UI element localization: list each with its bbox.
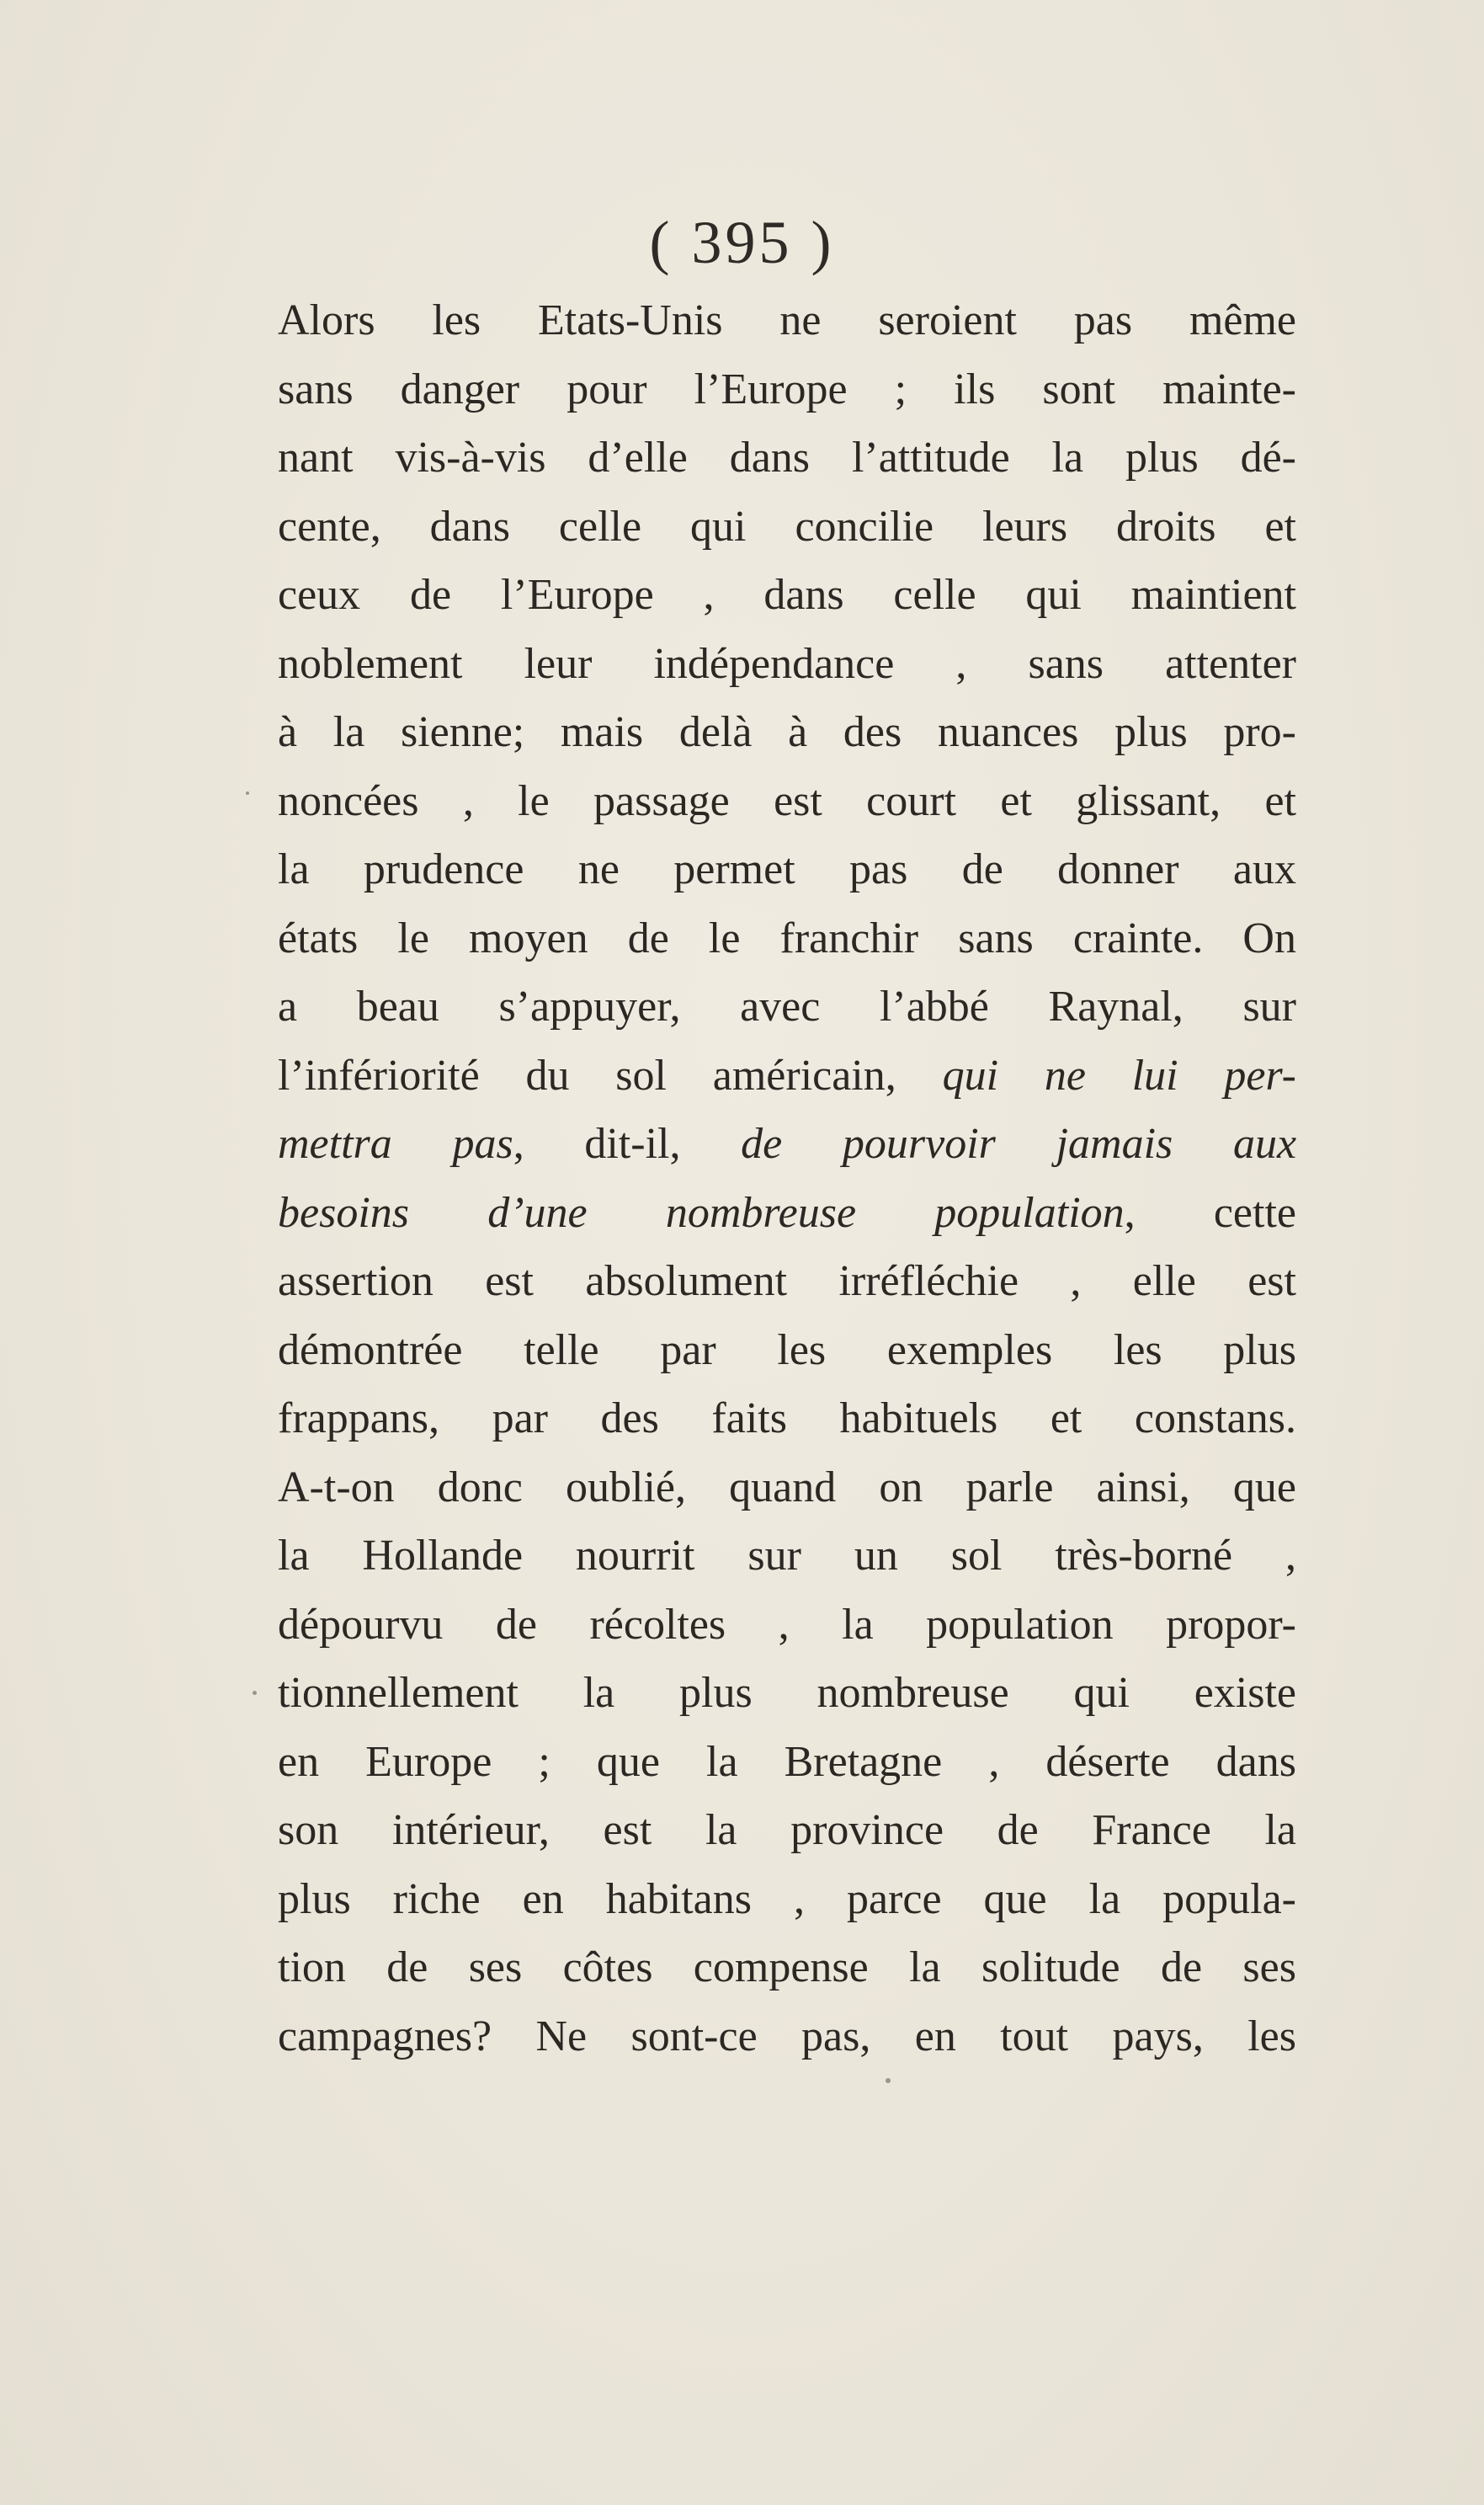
text-line: noblement leur indépendance , sans attenter	[278, 639, 1296, 688]
italic-quote: qui ne lui per-	[942, 1051, 1297, 1100]
paper-speck	[246, 791, 249, 795]
paper-speck	[886, 2078, 891, 2083]
paper-speck	[253, 1691, 257, 1695]
text-line: assertion est absolument irréfléchie , elle est	[278, 1257, 1296, 1305]
text-line-mixed	[278, 1110, 1296, 1179]
text-line-mixed	[278, 1179, 1296, 1248]
text-line: cente, dans celle qui concilie leurs droits et	[278, 502, 1296, 551]
roman-text: , cette	[1124, 1188, 1296, 1237]
text-line: ceux de l’Europe , dans celle qui maintient	[278, 571, 1296, 619]
text-line-mixed	[278, 1042, 1296, 1111]
text-line: sans danger pour l’Europe ; ils sont mainte-	[278, 365, 1296, 413]
text-line: A-t-on donc oublié, quand on parle ainsi, que	[278, 1463, 1296, 1511]
italic-quote: de pourvoir jamais aux	[741, 1120, 1297, 1168]
text-line: son intérieur, est la province de France la	[278, 1806, 1296, 1854]
text-line: états le moyen de le franchir sans crainte. On	[278, 914, 1296, 962]
italic-quote: besoins d’une nombreuse population	[278, 1188, 1125, 1237]
page-number: ( 395 )	[649, 209, 835, 276]
text-line: nant vis-à-vis d’elle dans l’attitude la plus dé-	[278, 434, 1296, 482]
text-line: frappans, par des faits habituels et constans.	[278, 1394, 1296, 1442]
text-line: la prudence ne permet pas de donner aux	[278, 845, 1296, 893]
text-line: tionnellement la plus nombreuse qui existe	[278, 1669, 1296, 1717]
body-text	[278, 286, 1296, 2071]
text-line: Alors les Etats-Unis ne seroient pas même	[278, 296, 1296, 344]
roman-text: , dit-il,	[513, 1120, 742, 1168]
text-line: noncées , le passage est court et glissant, et	[278, 776, 1296, 825]
text-line: démontrée telle par les exemples les plus	[278, 1325, 1296, 1374]
text-line: à la sienne; mais delà à des nuances plus pro-	[278, 708, 1296, 756]
roman-text: l’infériorité du sol américain,	[278, 1051, 943, 1100]
italic-quote: mettra pas	[278, 1120, 513, 1168]
text-line: dépourvu de récoltes , la population propor-	[278, 1600, 1296, 1649]
text-line: la Hollande nourrit sur un sol très-borné ,	[278, 1532, 1296, 1580]
text-line: en Europe ; que la Bretagne , déserte dans	[278, 1737, 1296, 1786]
text-line: tion de ses côtes compense la solitude de ses	[278, 1943, 1296, 1991]
text-line: plus riche en habitans , parce que la popula-	[278, 1874, 1296, 1923]
text-line: a beau s’appuyer, avec l’abbé Raynal, sur	[278, 983, 1296, 1031]
text-line: campagnes? Ne sont-ce pas, en tout pays, les	[278, 2012, 1296, 2060]
